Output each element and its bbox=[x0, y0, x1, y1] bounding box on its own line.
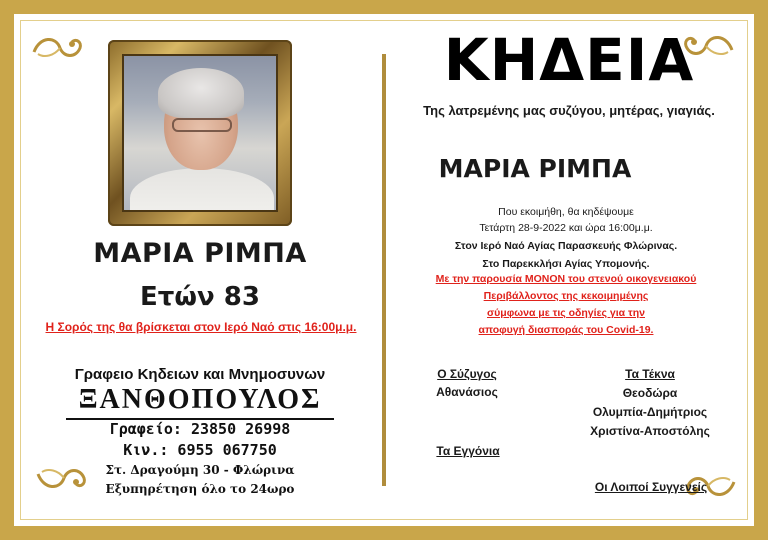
deceased-name-right: ΜΑΡΙΑ ΡΙΜΠΑ bbox=[438, 154, 632, 183]
grandchildren-heading: Τα Εγγόνια bbox=[436, 444, 500, 458]
portrait-photo bbox=[122, 54, 278, 212]
covid-notice-line: Περιβάλλοντος της κεκοιμημένης bbox=[483, 290, 649, 302]
deceased-name: ΜΑΡΙΑ ΡΙΜΠΑ bbox=[93, 238, 307, 269]
info-line: Που εκοιμήθη, θα κηδέψουμε bbox=[498, 206, 634, 218]
office-phone: Γραφείο: 23850 26998 bbox=[109, 420, 291, 438]
photo-hair bbox=[158, 68, 244, 118]
photo-glasses bbox=[172, 118, 232, 132]
deceased-age: Ετών 83 bbox=[140, 282, 260, 312]
info-date-line: Τετάρτη 28-9-2022 και ώρα 16:00μ.μ. bbox=[479, 222, 653, 234]
gold-flourish-icon bbox=[30, 32, 90, 64]
list-item: Θεοδώρα bbox=[622, 386, 678, 400]
intro-text: Της λατρεμένης μας συζύγου, μητέρας, γιαγιάς. bbox=[423, 103, 715, 118]
casket-note: Η Σορός της θα βρίσκεται στον Ιερό Ναό στις 16:00μ.μ. bbox=[45, 320, 357, 334]
relatives-heading: Οι Λοιποί Συγγενείς bbox=[594, 480, 708, 494]
office-service-hours: Εξυπηρέτηση όλο το 24ωρο bbox=[105, 482, 295, 496]
portrait-frame bbox=[108, 40, 292, 226]
covid-notice-line: Με την παρουσία ΜΟΝΟΝ του στενού οικογενειακού bbox=[435, 273, 697, 285]
spouse-name: Αθανάσιος bbox=[436, 385, 498, 399]
covid-notice-line: αποφυγή διασποράς του Covid-19. bbox=[478, 324, 654, 336]
page-title: ΚΗΔΕΙΑ bbox=[443, 26, 695, 94]
funeral-office-title: Γραφειο Κηδειων και Μνημοσυνων bbox=[74, 366, 326, 383]
children-heading: Τα Τέκνα bbox=[625, 367, 675, 381]
funeral-office-name: ΞΑΝΘΟΠΟΥΛΟΣ bbox=[78, 384, 322, 415]
info-church-line: Στον Ιερό Ναό Αγίας Παρασκευής Φλώρινας. bbox=[454, 240, 678, 252]
column-divider bbox=[382, 54, 386, 486]
spouse-heading: Ο Σύζυγος bbox=[437, 367, 497, 381]
office-address: Στ. Δραγούμη 30 - Φλώρινα bbox=[105, 463, 295, 477]
covid-notice-line: σύμφωνα με τις οδηγίες για την bbox=[487, 307, 645, 319]
list-item: Χριστίνα-Αποστόλης bbox=[590, 424, 710, 438]
photo-shoulders bbox=[130, 168, 274, 212]
list-item: Ολυμπία-Δημήτριος bbox=[592, 405, 708, 419]
info-chapel-line: Στο Παρεκκλήσι Αγίας Υπομονής. bbox=[482, 258, 650, 270]
mobile-phone: Κιν.: 6955 067750 bbox=[123, 441, 277, 459]
